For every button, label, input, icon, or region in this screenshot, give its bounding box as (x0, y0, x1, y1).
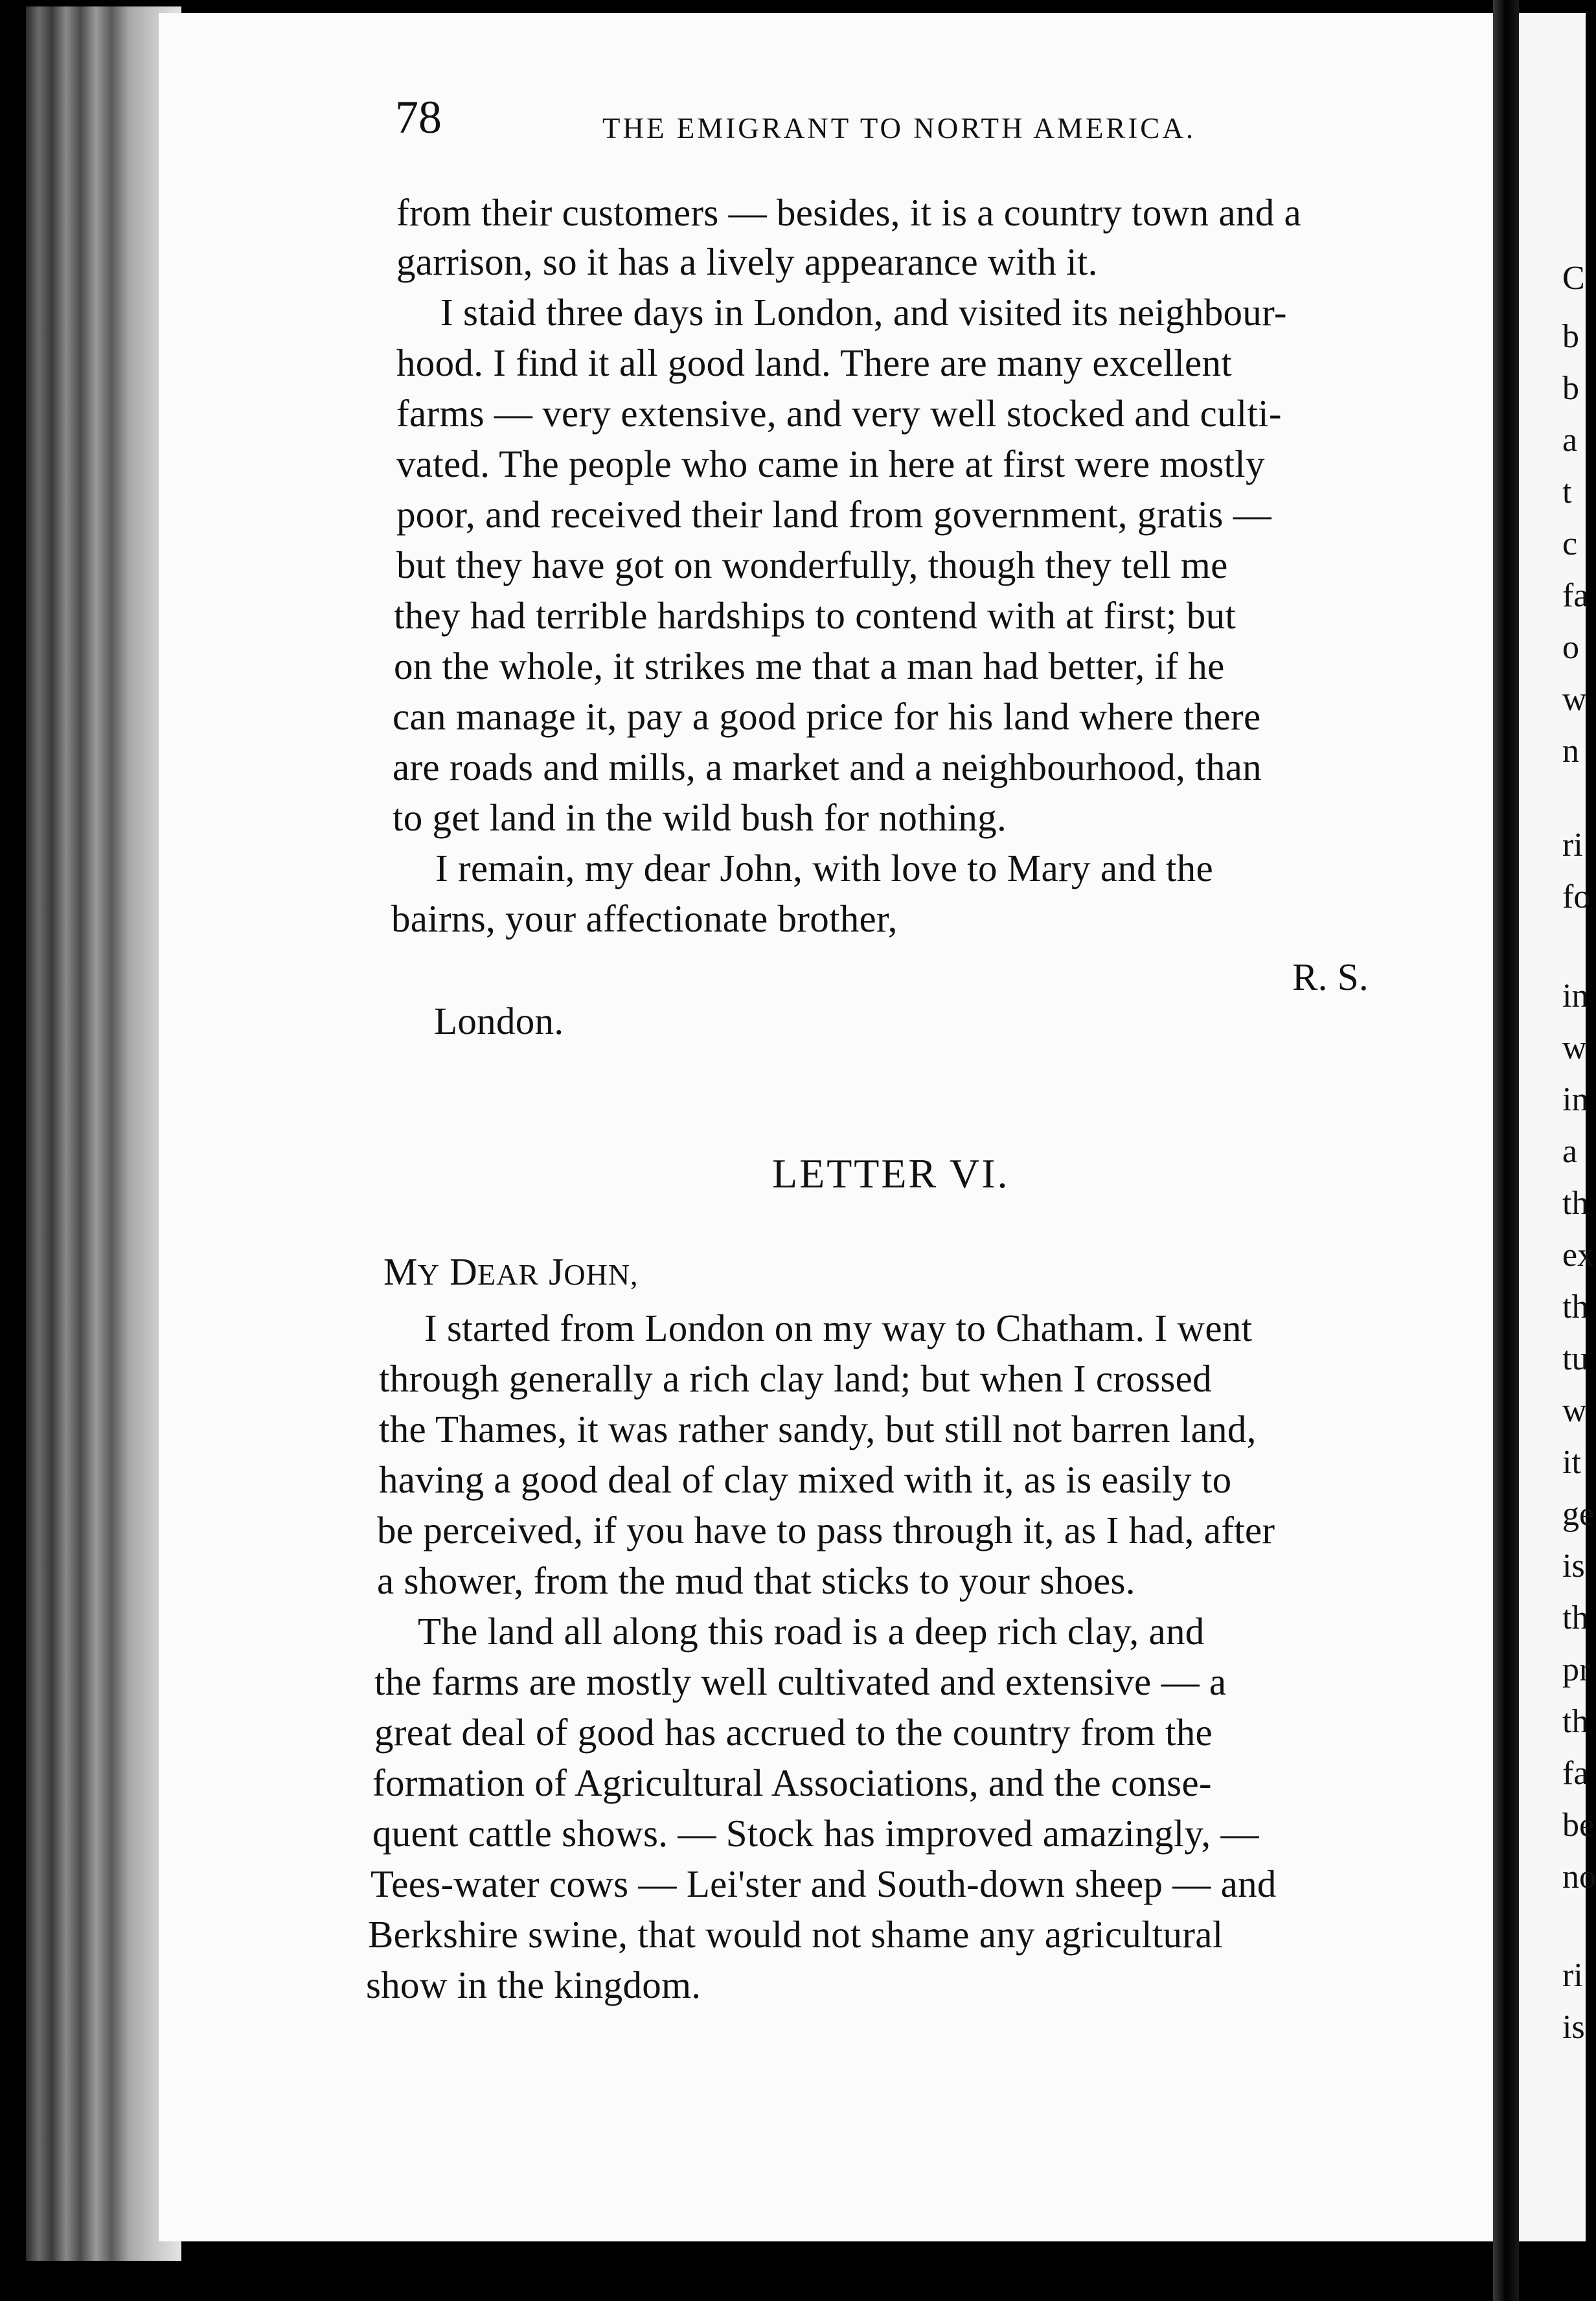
text-line: a shower, from the mud that sticks to your shoes. (377, 1559, 1135, 1602)
text-fragment: ex (1562, 1237, 1595, 1274)
text-fragment: pr (1562, 1651, 1591, 1688)
text-line: quent cattle shows. — Stock has improved amazingly, — (372, 1812, 1259, 1855)
text-fragment: ri (1562, 827, 1583, 864)
salutation-initial: J (549, 1250, 564, 1293)
text-fragment: C (1562, 260, 1585, 297)
text-fragment: in (1562, 978, 1589, 1014)
text-fragment: tu (1562, 1340, 1589, 1377)
text-line: Tees-water cows — Lei'ster and South-down sheep — and (370, 1862, 1277, 1905)
signature: R. S. (1292, 956, 1369, 998)
text-line: to get land in the wild bush for nothing. (393, 796, 1007, 839)
text-line: Berkshire swine, that would not shame any agricultural (368, 1913, 1224, 1956)
text-line: show in the kingdom. (366, 1963, 701, 2006)
text-line: are roads and mills, a market and a neighbourhood, than (393, 746, 1262, 788)
salutation-rest: OHN, (564, 1258, 639, 1291)
text-fragment: ri (1562, 1957, 1583, 1994)
text-fragment: fa (1562, 577, 1589, 614)
text-line: The land all along this road is a deep rich clay, and (418, 1610, 1205, 1653)
text-line: from their customers — besides, it is a country town and a (396, 191, 1302, 234)
text-line: the farms are mostly well cultivated and extensive — a (374, 1660, 1227, 1703)
text-fragment: fo (1562, 878, 1591, 915)
text-line: farms — very extensive, and very well stocked and culti- (396, 392, 1282, 435)
text-line: the Thames, it was rather sandy, but still not barren land, (379, 1408, 1257, 1450)
text-line: hood. I find it all good land. There are many excellent (396, 341, 1233, 384)
text-fragment: th (1562, 1703, 1589, 1740)
text-fragment: th (1562, 1599, 1589, 1636)
text-fragment: c (1562, 525, 1578, 562)
text-fragment: it (1562, 1444, 1581, 1481)
text-line: garrison, so it has a lively appearance with it. (396, 240, 1098, 283)
text-line: vated. The people who came in here at first were mostly (396, 442, 1265, 485)
text-fragment: w (1562, 681, 1587, 718)
text-line: but they have got on wonderfully, though they tell me (396, 544, 1228, 586)
text-line: bairns, your affectionate brother, (391, 897, 898, 940)
text-fragment: th (1562, 1288, 1589, 1325)
text-line: on the whole, it strikes me that a man had better, if he (394, 645, 1225, 687)
text-fragment: is (1562, 2009, 1585, 2046)
text-fragment: n (1562, 733, 1579, 770)
text-line: be perceived, if you have to pass through it, as I had, after (377, 1509, 1275, 1551)
text-fragment: th (1562, 1185, 1589, 1222)
salutation-rest: Y (417, 1258, 440, 1291)
text-fragment: a (1562, 1133, 1578, 1170)
letter-heading: LETTER VI. (772, 1150, 1010, 1196)
text-line: they had terrible hardships to contend with at first; but (394, 594, 1237, 637)
text-fragment: a (1562, 422, 1578, 459)
salutation-initial: D (450, 1250, 477, 1293)
text-line: through generally a rich clay land; but when I crossed (379, 1357, 1212, 1400)
text-fragment: no (1562, 1859, 1596, 1895)
text-line: I staid three days in London, and visited its neighbour- (440, 291, 1287, 334)
text-fragment: w (1562, 1392, 1587, 1429)
text-fragment: in (1562, 1081, 1589, 1118)
text-fragment: ge (1562, 1496, 1595, 1533)
text-line: poor, and received their land from government, gratis — (396, 493, 1272, 536)
text-line: I remain, my dear John, with love to Mary and the (435, 847, 1213, 889)
salutation-initial: M (383, 1250, 418, 1293)
text-line: formation of Agricultural Associations, and the conse- (372, 1761, 1212, 1804)
book-page-edge (26, 6, 181, 2261)
text-line: I started from London on my way to Chatham. I went (424, 1307, 1253, 1349)
running-head: THE EMIGRANT TO NORTH AMERICA. (602, 112, 1196, 144)
text-line: can manage it, pay a good price for his land where there (393, 695, 1261, 738)
salutation-rest: EAR (477, 1258, 540, 1291)
text-fragment: b (1562, 318, 1579, 355)
text-fragment: w (1562, 1029, 1587, 1066)
text-fragment: be (1562, 1807, 1595, 1844)
text-fragment: o (1562, 629, 1579, 666)
place-line: London. (434, 1000, 564, 1042)
text-line: having a good deal of clay mixed with it, as is easily to (379, 1458, 1232, 1501)
text-fragment: b (1562, 370, 1579, 407)
text-line: great deal of good has accrued to the country from the (374, 1711, 1213, 1754)
text-fragment: is (1562, 1548, 1585, 1585)
text-fragment: t (1562, 474, 1572, 510)
salutation (383, 1247, 639, 1299)
book-gutter (1493, 0, 1519, 2301)
page-number: 78 (395, 91, 442, 143)
text-fragment: fa (1562, 1755, 1589, 1792)
